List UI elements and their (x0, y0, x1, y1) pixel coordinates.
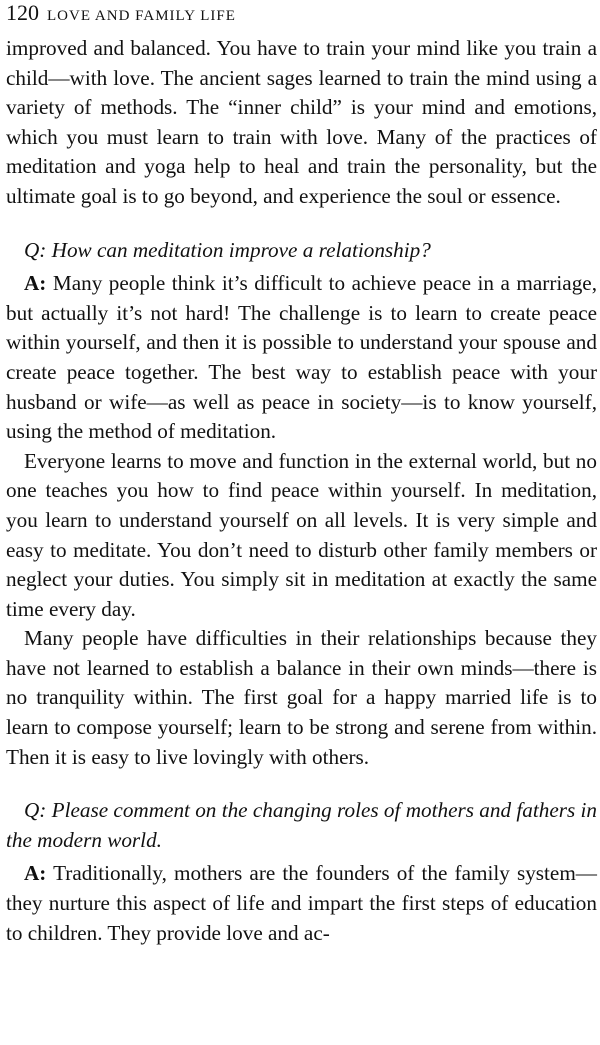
question-text: Please comment on the changing roles of mothers and fathers in the modern world. (6, 798, 597, 852)
question-label: Q: (24, 237, 47, 262)
answer-label: A: (24, 271, 47, 296)
page-header (6, 0, 597, 34)
question-paragraph (6, 236, 597, 266)
paragraph-continuation: improved and balanced. You have to train your mind like you train a child—with love. The ancient sages learned to train the mind using a variety of methods. The “inner child” is your mind and emotions, which you must learn to train with love. Many of the practices of meditation and yoga help to heal and train the personality, but the ultimate goal is to go beyond, and experience the soul or essence. (6, 36, 597, 208)
question-paragraph (6, 796, 597, 855)
body-paragraph: Many people have difficulties in their relationships because they have not learned to establish a balance in their own minds—there is no tranquility within. The first goal for a happy married life is to learn to compose yourself; learn to be strong and serene from within. Then it is easy to live lovingly with others. (6, 626, 597, 769)
answer-text: Many people think it’s difficult to achieve peace in a marriage, but actually it’s not hard! The challenge is to learn to create peace within yourself, and then it is possible to understand your spouse and create peace together. The best way to establish peace with your husband or wife—as well as peace in society—is to know yourself, using the method of meditation. (6, 271, 597, 444)
body-paragraph: Everyone learns to move and function in the external world, but no one teaches you how to find peace within yourself. In meditation, you learn to understand yourself on all levels. It is very simple and easy to meditate. You don’t need to disturb other family members or neglect your duties. You simply sit in meditation at exactly the same time every day. (6, 448, 597, 621)
answer-paragraph (6, 269, 597, 447)
page-number: 120 (6, 0, 39, 25)
answer-label: A: (24, 861, 47, 886)
running-head: LOVE AND FAMILY LIFE (47, 8, 236, 24)
answer-paragraph (6, 859, 597, 948)
page-body (6, 34, 597, 948)
question-text: How can meditation improve a relationship? (46, 237, 431, 262)
answer-text: Traditionally, mothers are the founders of the family system—they nurture this aspect of life and impart the first steps of education to children. They provide love and ac- (6, 861, 597, 945)
question-label: Q: (24, 798, 47, 823)
